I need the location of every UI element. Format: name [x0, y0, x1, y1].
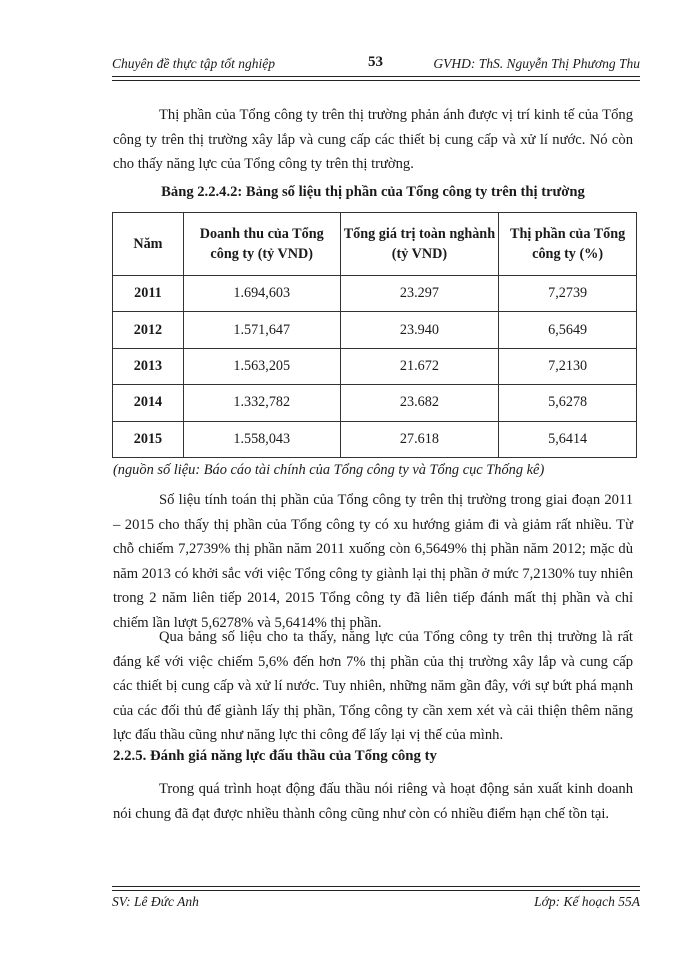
cell-revenue: 1.332,782 [183, 385, 340, 421]
cell-year: 2012 [113, 312, 184, 348]
section-paragraph: Trong quá trình hoạt động đấu thầu nói riêng và hoạt động sản xuất kinh doanh nói chung đã đạt được nhiều thành công cũng như còn có nhiều điểm hạn chế tồn tại. [113, 781, 633, 822]
conclusion-paragraph: Qua bảng số liệu cho ta thấy, năng lực của Tổng công ty trên thị trường là rất đáng kể với việc chiếm 5,6% đến hơn 7% thị phần của thị trường xây lắp và cung cấp các thiết bị cung cấp và xử lí nước. Tuy nhiên, những năm gần đây, với sự bứt phá mạnh của các đối thủ để giành lấy thị phần, Tổng công ty cần xem xét và cải thiện thêm năng lực đấu thầu cũng như năng lực thi công để lấy lại vị thế của mình. [113, 629, 633, 743]
column-header-industry-total: Tổng giá trị toàn nghành (tỷ VND) [340, 213, 499, 276]
cell-market-share: 7,2130 [499, 348, 637, 384]
cell-year: 2014 [113, 385, 184, 421]
cell-industry-total: 23.682 [340, 385, 499, 421]
table-header-row [113, 213, 637, 276]
cell-market-share: 5,6278 [499, 385, 637, 421]
column-header-year: Năm [113, 213, 184, 276]
column-header-revenue: Doanh thu của Tổng công ty (tỷ VND) [183, 213, 340, 276]
cell-revenue: 1.571,647 [183, 312, 340, 348]
page-header [112, 52, 640, 76]
cell-year: 2013 [113, 348, 184, 384]
footer-divider [112, 886, 640, 891]
header-course-title: Chuyên đề thực tập tốt nghiệp [112, 56, 275, 71]
cell-revenue: 1.563,205 [183, 348, 340, 384]
section-heading: 2.2.5. Đánh giá năng lực đấu thầu của Tổng công ty [113, 748, 437, 764]
table-row [113, 348, 637, 384]
table-row [113, 312, 637, 348]
table-row [113, 276, 637, 312]
cell-market-share: 7,2739 [499, 276, 637, 312]
table-row [113, 385, 637, 421]
intro-paragraph: Thị phần của Tổng công ty trên thị trường phản ánh được vị trí kinh tế của Tổng công ty trên thị trường xây lắp và cung cấp các thiết bị cung cấp và xử lí nước. Nó còn cho thấy năng lực của Tổng công ty trên thị trường. [113, 107, 633, 172]
page-number: 53 [368, 54, 383, 70]
footer-student: SV: Lê Đức Anh [112, 894, 199, 909]
cell-industry-total: 27.618 [340, 421, 499, 457]
footer-class: Lớp: Kế hoạch 55A [534, 894, 640, 909]
cell-industry-total: 23.297 [340, 276, 499, 312]
cell-revenue: 1.558,043 [183, 421, 340, 457]
cell-industry-total: 21.672 [340, 348, 499, 384]
table-source-note: (nguồn số liệu: Báo cáo tài chính của Tổng công ty và Tổng cục Thống kê) [113, 462, 545, 478]
cell-year: 2015 [113, 421, 184, 457]
market-share-table [112, 212, 637, 458]
header-supervisor: GVHD: ThS. Nguyễn Thị Phương Thu [433, 56, 640, 71]
cell-industry-total: 23.940 [340, 312, 499, 348]
cell-market-share: 6,5649 [499, 312, 637, 348]
column-header-market-share: Thị phần của Tổng công ty (%) [499, 213, 637, 276]
cell-year: 2011 [113, 276, 184, 312]
table-caption: Bảng 2.2.4.2: Bảng số liệu thị phần của Tổng công ty trên thị trường [161, 184, 585, 200]
cell-revenue: 1.694,603 [183, 276, 340, 312]
header-divider [112, 76, 640, 81]
cell-market-share: 5,6414 [499, 421, 637, 457]
table-row [113, 421, 637, 457]
analysis-paragraph: Số liệu tính toán thị phần của Tổng công ty trên thị trường trong giai đoạn 2011 – 2015 cho thấy thị phần của Tổng công ty có xu hướng giảm đi và giảm rất nhiều. Từ chỗ chiếm 7,2739% thị phần năm 2011 xuống còn 6,5649% thị phần năm 2012; mặc dù năm 2013 có khởi sắc với việc Tổng công ty giành lại thị phần ở mức 7,2130% tuy nhiên trong 2 năm liên tiếp 2014, 2015 Tổng công ty đã liên tiếp đánh mất thị phần và chỉ chiếm lần lượt 5,6278% và 5,6414% thị phần. [113, 492, 633, 631]
